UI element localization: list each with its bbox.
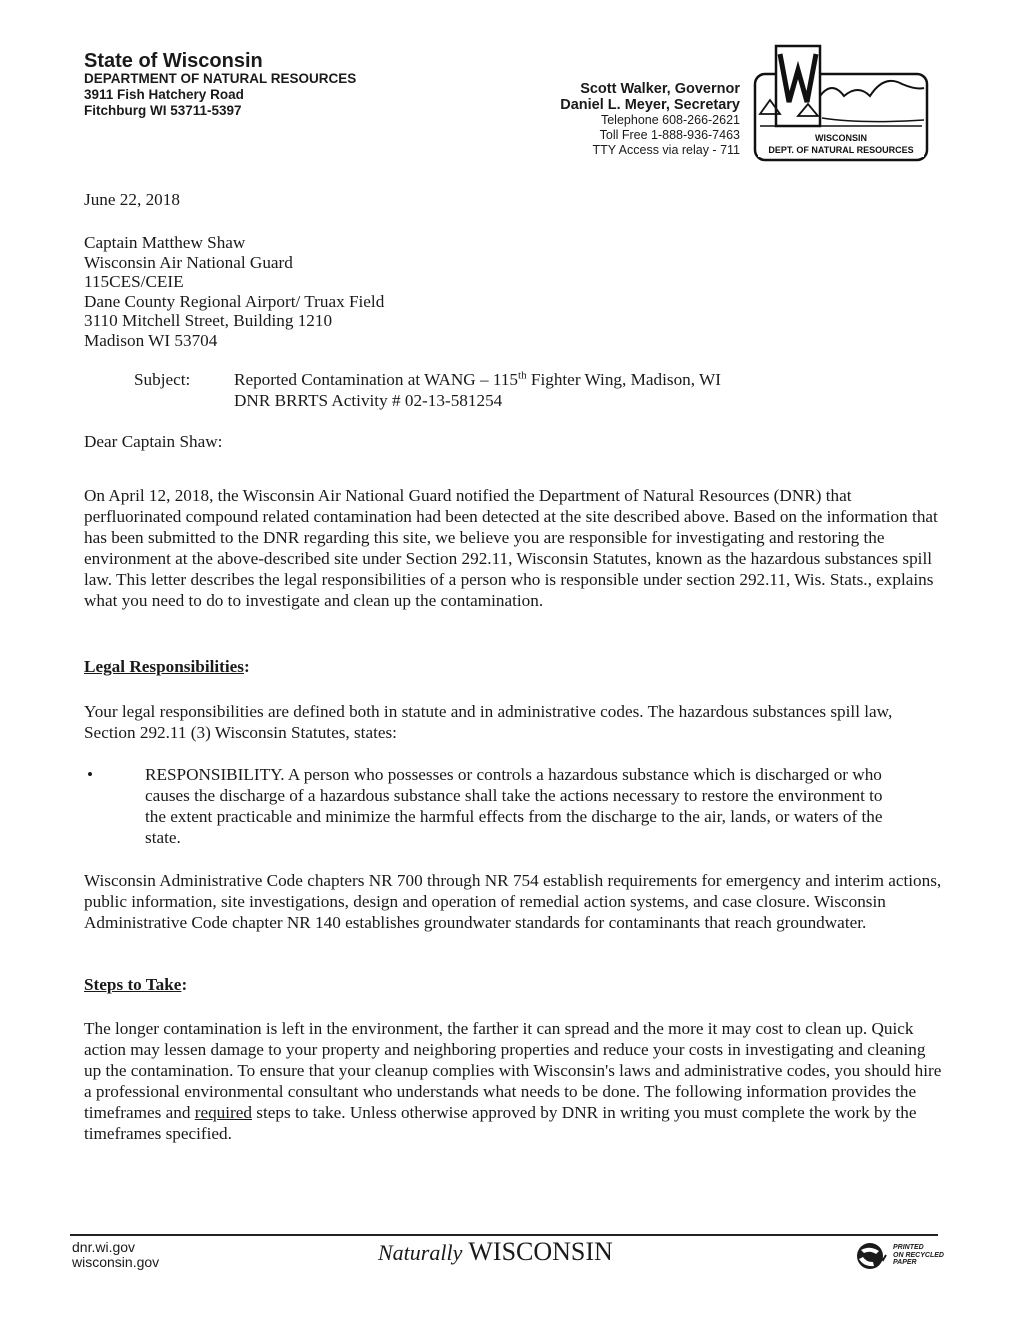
department-name: DEPARTMENT OF NATURAL RESOURCES — [84, 71, 357, 86]
recycled-line-3: PAPER — [893, 1259, 917, 1266]
steps-required: required — [194, 1103, 252, 1122]
recipient-city: Madison WI 53704 — [84, 330, 218, 350]
subject-line-1-post: Fighter Wing, Madison, WI — [526, 370, 722, 389]
tty-line: TTY Access via relay - 711 — [592, 143, 740, 157]
footer-link-dnr[interactable]: dnr.wi.gov — [72, 1239, 136, 1255]
officials-block — [560, 81, 740, 158]
recycled-line-2: ON RECYCLED — [893, 1251, 944, 1259]
logo-text-dept: DEPT. OF NATURAL RESOURCES — [768, 145, 914, 155]
footer-link-wisconsin[interactable]: wisconsin.gov — [72, 1254, 160, 1270]
legal-heading-text: Legal Responsibilities — [84, 657, 244, 676]
bullet-marker: • — [87, 765, 94, 784]
subject-line-1 — [234, 370, 721, 391]
legal-heading-colon: : — [243, 657, 250, 676]
subject-label: Subject: — [134, 370, 191, 389]
governor-line: Scott Walker, Governor — [580, 81, 740, 97]
steps-paragraph — [84, 1018, 944, 1144]
recipient-location: Dane County Regional Airport/ Truax Field — [84, 291, 385, 311]
subject-line-2: DNR BRRTS Activity # 02-13-581254 — [234, 390, 503, 410]
telephone-line: Telephone 608-266-2621 — [600, 113, 740, 127]
slogan-naturally: Naturally — [378, 1240, 463, 1265]
recycled-line-1: PRINTED — [893, 1244, 924, 1251]
recipient-unit: 115CES/CEIE — [84, 272, 184, 291]
salutation: Dear Captain Shaw: — [84, 432, 223, 451]
recipient-address — [84, 233, 384, 350]
responsibility-bullet: RESPONSIBILITY. A person who possesses or controls a hazardous substance which is discharged or who causes the discharge of a hazardous substance shall take the actions necessary to restore the environment to the extent practicable and minimize the harmful effects from the discharge to the air, lands, or waters of the state. — [145, 765, 883, 847]
subject-line-1-pre: Reported Contamination at WANG – 115 — [234, 370, 519, 389]
recycled-paper-text — [893, 1244, 944, 1267]
toll-free-line: Toll Free 1-888-936-7463 — [599, 128, 740, 142]
intro-paragraph: On April 12, 2018, the Wisconsin Air National Guard notified the Department of Natural Resources (DNR) that perfluorinated compound related contamination had been detected at the site described above. Based on the information that has been submitted to the DNR regarding this site, we believe you are responsible for investigating and restoring the environment at the above-described site under Section 292.11, Wisconsin Statutes, known as the hazardous substances spill law. This letter describes the legal responsibilities of a person who is responsible under section 292.11, Wis. Stats., explains what you need to do to investigate and clean up the contamination. — [84, 486, 938, 610]
footer-divider — [70, 1234, 938, 1236]
state-title: State of Wisconsin — [84, 50, 263, 72]
steps-heading-colon: : — [181, 975, 188, 994]
footer-websites — [72, 1240, 159, 1270]
secretary-line: Daniel L. Meyer, Secretary — [560, 97, 740, 113]
letter-date: June 22, 2018 — [84, 190, 180, 209]
legal-heading — [84, 657, 250, 677]
recipient-org: Wisconsin Air National Guard — [84, 252, 293, 272]
steps-heading-text: Steps to Take — [84, 975, 182, 994]
logo-text-wisconsin: WISCONSIN — [814, 133, 868, 143]
legal-paragraph: Your legal responsibilities are defined both in statute and in administrative codes. The hazardous substances spill law, Section 292.11 (3) Wisconsin Statutes, states: — [84, 702, 893, 742]
steps-heading — [84, 975, 187, 995]
dnr-logo — [752, 44, 930, 162]
recipient-name: Captain Matthew Shaw — [84, 233, 246, 252]
codes-paragraph: Wisconsin Administrative Code chapters NR 700 through NR 754 establish requirements for emergency and interim actions, public information, site investigations, design and operation of remedial action systems, and case closure. Wisconsin Administrative Code chapter NR 140 establishes groundwater standards for contaminants that reach groundwater. — [84, 871, 942, 932]
subject-line-1-sup: th — [518, 369, 527, 382]
subject-text — [234, 370, 721, 411]
department-address — [84, 71, 356, 119]
steps-text-pre: The longer contamination is left in the environment, the farther it can spread and the more it may cost to clean up. Quick action may lessen damage to your property and neighboring properties and reduce your costs in investigating and cleaning up the contamination. To ensure that your cleanup complies with Wisconsin's laws and administrative codes, you should hire a professional environmental consultant who understands what needs to be done. The following information provides the timeframes and — [84, 1019, 942, 1122]
footer-slogan — [378, 1237, 613, 1267]
department-street: 3911 Fish Hatchery Road — [84, 87, 244, 102]
department-city: Fitchburg WI 53711-5397 — [84, 103, 242, 118]
slogan-wisconsin: WISCONSIN — [468, 1237, 613, 1266]
recipient-street: 3110 Mitchell Street, Building 1210 — [84, 311, 333, 330]
steps-text-post: steps to take. Unless otherwise approved by DNR in writing you must complete the work by the timeframes specified. — [84, 1103, 917, 1143]
